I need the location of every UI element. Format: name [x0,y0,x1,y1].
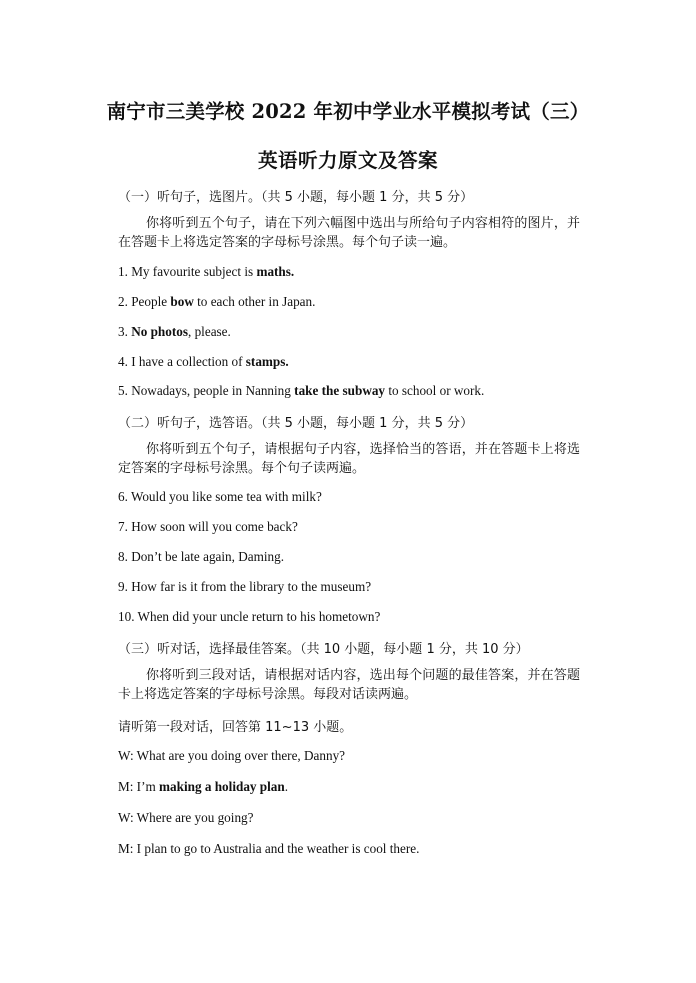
question-4 [118,354,289,370]
dialogue-text: M: I’m [118,779,160,794]
question-7: 7. How soon will you come back? [118,519,298,534]
section-1-instruction: 你将听到五个句子，请在下列六幅图中选出与所给句子内容相符的图片，并在答题卡上将选定答案的字母标号涂黑。每个句子读一遍。 [118,216,580,250]
question-text: 4. I have a collection of [118,354,246,369]
document-subtitle: 英语听力原文及答案 [257,149,438,172]
question-text: to each other in Japan. [193,294,316,309]
dialogue-prompt: 请听第一段对话，回答第 11~13 小题。 [118,720,353,735]
question-text: 1. My favourite subject is [118,264,257,279]
dialogue-text: W: What are you doing over there, Danny? [118,748,346,763]
key-word: take the subway [294,383,386,398]
key-word: making a holiday plan [159,779,285,794]
key-word: stamps. [245,354,289,369]
dialogue-line-2 [118,779,288,795]
section-3-instruction: 你将听到三段对话，请根据对话内容，选出每个问题的最佳答案，并在答题卡上将选定答案的字母标号涂黑。每段对话读两遍。 [118,668,580,702]
question-text: , please. [187,324,231,339]
question-text: 3. [118,324,132,339]
question-1 [118,264,294,280]
key-word: No photos [131,324,188,339]
question-text: to school or work. [385,383,485,398]
question-5 [118,383,484,399]
key-word: bow [170,294,194,309]
key-word: maths. [256,264,295,279]
question-8: 8. Don’t be late again, Daming. [118,549,285,564]
dialogue-text: M: I plan to go to Australia and the weather is cool there. [118,841,420,856]
question-3 [118,324,231,340]
dialogue-line-3 [118,810,253,826]
section-1-heading: （一）听句子，选图片。（共 5 小题，每小题 1 分，共 5 分） [118,190,474,205]
document-title: 南宁市三美学校 2022 年初中学业水平模拟考试（三） [106,100,590,123]
question-text: 5. Nowadays, people in Nanning [118,383,295,398]
dialogue-text: W: Where are you going? [118,810,254,825]
question-10: 10. When did your uncle return to his hometown? [118,609,381,624]
section-2-instruction: 你将听到五个句子，请根据句子内容，选择恰当的答语，并在答题卡上将选定答案的字母标号涂黑。每个句子读两遍。 [118,442,580,476]
question-9: 9. How far is it from the library to the museum? [118,579,372,594]
dialogue-line-4 [118,841,419,857]
section-2-heading: （二）听句子，选答语。（共 5 小题，每小题 1 分，共 5 分） [118,416,474,431]
dialogue-text: . [284,779,289,794]
section-3-heading: （三）听对话，选择最佳答案。（共 10 小题，每小题 1 分，共 10 分） [118,642,529,657]
dialogue-line-1 [118,748,345,764]
question-2 [118,294,315,310]
question-text: 2. People [118,294,171,309]
question-6: 6. Would you like some tea with milk? [118,489,322,504]
